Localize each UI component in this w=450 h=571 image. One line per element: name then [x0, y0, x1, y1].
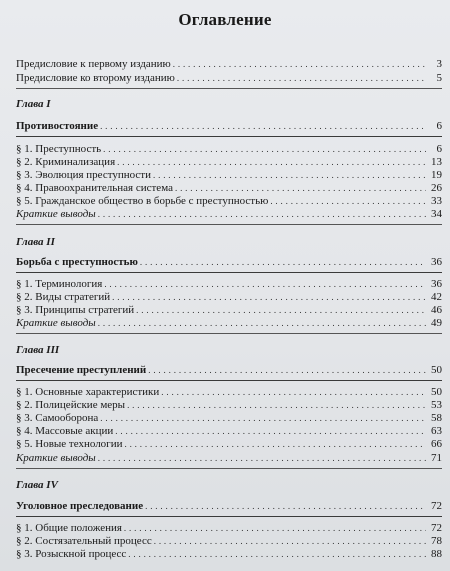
toc-summary-page: 49 [431, 317, 442, 329]
toc-entry-text: § 1. Общие положения [16, 522, 122, 534]
leader-dots [100, 120, 426, 133]
toc-entry [16, 304, 442, 317]
toc-entry-page: 88 [431, 548, 442, 560]
leader-dots [124, 438, 426, 451]
toc-entry-page: 26 [431, 182, 442, 194]
leader-dots [148, 364, 426, 377]
toc-entry-text: § 5. Гражданское общество в борьбе с преступностью [16, 195, 269, 207]
toc-entry-text: § 1. Терминология [16, 278, 103, 290]
toc-entry-page: 33 [431, 195, 442, 207]
toc-entry [16, 195, 442, 208]
chapter-page: 36 [431, 256, 442, 268]
toc-entry-page: 58 [431, 412, 442, 424]
toc-summary-text: Краткие выводы [16, 208, 96, 220]
toc-entry-page: 42 [431, 291, 442, 303]
leader-dots [173, 58, 426, 71]
toc-entry-text: § 2. Виды стратегий [16, 291, 111, 303]
toc-entry-text: § 2. Полицейские меры [16, 399, 126, 411]
divider [16, 272, 442, 273]
toc-entry [16, 399, 442, 412]
toc-entry-page: 19 [431, 169, 442, 181]
leader-dots [117, 156, 426, 169]
toc-entry-text: § 4. Правоохранительная система [16, 182, 173, 194]
leader-dots [154, 535, 426, 548]
toc-entry-page: 63 [431, 425, 442, 437]
leader-dots [175, 182, 426, 195]
toc-entry-text: § 4. Массовые акции [16, 425, 114, 437]
chapter-label: Глава I [16, 98, 51, 110]
divider [16, 224, 442, 225]
leader-dots [112, 291, 426, 304]
chapter-label: Глава II [16, 236, 55, 248]
toc-summary-page: 71 [431, 452, 442, 464]
leader-dots [136, 304, 426, 317]
toc-summary [16, 452, 442, 465]
toc-entry-text: § 3. Эволюция преступности [16, 169, 151, 181]
toc-entry [16, 386, 442, 399]
chapter-title-text: Борьба с преступностью [16, 256, 138, 268]
toc-entry [16, 143, 442, 156]
chapter-label: Глава IV [16, 479, 58, 491]
toc-entry-page: 46 [431, 304, 442, 316]
leader-dots [140, 256, 426, 269]
toc-entry-text: § 2. Состязательный процесс [16, 535, 152, 547]
toc-entry [16, 291, 442, 304]
chapter-title [16, 120, 442, 133]
chapter-page: 72 [431, 500, 442, 512]
divider [16, 516, 442, 517]
toc-entry-text: Предисловие ко второму изданию [16, 72, 175, 84]
page-title: Оглавление [178, 10, 272, 29]
leader-dots [98, 317, 426, 330]
toc-entry [16, 278, 442, 291]
leader-dots [270, 195, 426, 208]
leader-dots [98, 452, 426, 465]
toc-entry [16, 169, 442, 182]
divider [16, 88, 442, 89]
divider [16, 136, 442, 137]
toc-entry-text: § 3. Принципы стратегий [16, 304, 135, 316]
chapter-title [16, 364, 442, 377]
toc-entry-preface-2 [16, 72, 442, 85]
toc-summary-page: 34 [431, 208, 442, 220]
toc-entry-text: Предисловие к первому изданию [16, 58, 171, 70]
toc-entry-page: 36 [431, 278, 442, 290]
toc-summary-text: Краткие выводы [16, 317, 96, 329]
leader-dots [127, 399, 426, 412]
toc-summary-text: Краткие выводы [16, 452, 96, 464]
toc-summary [16, 208, 442, 221]
toc-entry-page: 53 [431, 399, 442, 411]
toc-entry-text: § 3. Самооборона [16, 412, 99, 424]
toc-entry [16, 438, 442, 451]
toc-entry [16, 522, 442, 535]
leader-dots [124, 522, 426, 535]
divider [16, 333, 442, 334]
toc-entry-page: 3 [436, 58, 442, 70]
toc-entry [16, 182, 442, 195]
toc-entry-page: 78 [431, 535, 442, 547]
toc-entry-page: 13 [431, 156, 442, 168]
leader-dots [128, 548, 426, 561]
toc-entry-page: 72 [431, 522, 442, 534]
chapter-title [16, 256, 442, 269]
leader-dots [104, 278, 426, 291]
leader-dots [153, 169, 426, 182]
leader-dots [100, 412, 426, 425]
leader-dots [145, 500, 426, 513]
divider [16, 380, 442, 381]
toc-entry-text: § 2. Криминализация [16, 156, 116, 168]
toc-entry-text: § 3. Розыскной процесс [16, 548, 127, 560]
leader-dots [98, 208, 426, 221]
toc-entry [16, 535, 442, 548]
toc-entry-text: § 1. Преступность [16, 143, 102, 155]
divider [16, 468, 442, 469]
toc-entry-text: § 1. Основные характеристики [16, 386, 160, 398]
chapter-title-text: Противостояние [16, 120, 99, 132]
chapter-page: 6 [436, 120, 442, 132]
chapter-title [16, 500, 442, 513]
toc-entry-page: 6 [436, 143, 442, 155]
leader-dots [177, 72, 426, 85]
toc-entry-page: 5 [436, 72, 442, 84]
chapter-title-text: Уголовное преследование [16, 500, 144, 512]
toc-entry [16, 548, 442, 561]
toc-entry-preface-1 [16, 58, 442, 71]
toc-entry [16, 425, 442, 438]
toc-entry-page: 66 [431, 438, 442, 450]
chapter-page: 50 [431, 364, 442, 376]
leader-dots [115, 425, 426, 438]
toc-entry-text: § 5. Новые технологии [16, 438, 123, 450]
toc-entry [16, 156, 442, 169]
toc-entry-page: 50 [431, 386, 442, 398]
chapter-title-text: Пресечение преступлений [16, 364, 147, 376]
leader-dots [103, 143, 426, 156]
chapter-label: Глава III [16, 344, 60, 356]
toc-summary [16, 317, 442, 330]
leader-dots [161, 386, 426, 399]
toc-entry [16, 412, 442, 425]
